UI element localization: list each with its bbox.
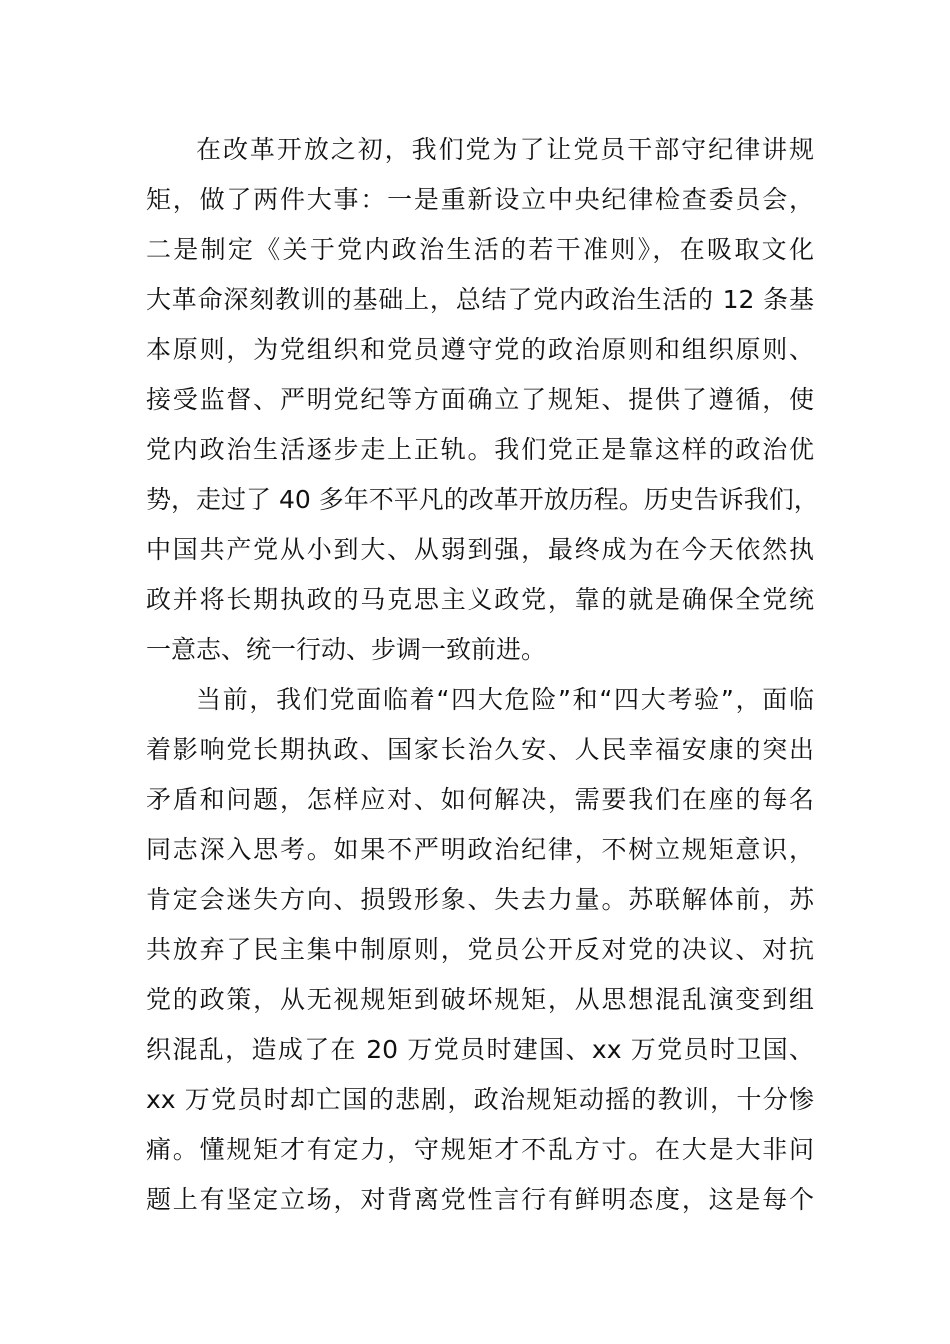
paragraph-line: 织混乱，造成了在 20 万党员时建国、xx 万党员时卫国、 <box>146 1035 814 1064</box>
paragraph-line: xx 万党员时却亡国的悲剧，政治规矩动摇的教训，十分惨 <box>146 1085 814 1114</box>
paragraph-line: 题上有坚定立场，对背离党性言行有鲜明态度，这是每个 <box>146 1185 814 1214</box>
paragraph-line: 在改革开放之初，我们党为了让党员干部守纪律讲规 <box>196 135 814 164</box>
document-body <box>146 128 819 1228</box>
paragraph-line: 党内政治生活逐步走上正轨。我们党正是靠这样的政治优 <box>146 435 814 464</box>
paragraph-current-challenges <box>146 678 814 1228</box>
paragraph-line: 矛盾和问题，怎样应对、如何解决，需要我们在座的每名 <box>146 785 814 814</box>
paragraph-line: 接受监督、严明党纪等方面确立了规矩、提供了遵循，使 <box>146 385 814 414</box>
paragraph-line: 本原则，为党组织和党员遵守党的政治原则和组织原则、 <box>146 335 814 364</box>
paragraph-line: 当前，我们党面临着“四大危险”和“四大考验”，面临 <box>196 685 814 714</box>
paragraph-line: 着影响党长期执政、国家长治久安、人民幸福安康的突出 <box>146 735 814 764</box>
paragraph-line: 矩，做了两件大事：一是重新设立中央纪律检查委员会， <box>146 185 814 214</box>
paragraph-line: 同志深入思考。如果不严明政治纪律，不树立规矩意识， <box>146 835 814 864</box>
paragraph-line: 政并将长期执政的马克思主义政党，靠的就是确保全党统 <box>146 585 814 614</box>
paragraph-line: 大革命深刻教训的基础上，总结了党内政治生活的 12 条基 <box>146 285 814 314</box>
paragraph-line: 肯定会迷失方向、损毁形象、失去力量。苏联解体前，苏 <box>146 885 814 914</box>
paragraph-line: 痛。懂规矩才有定力，守规矩才不乱方寸。在大是大非问 <box>146 1135 814 1164</box>
paragraph-line: 共放弃了民主集中制原则，党员公开反对党的决议、对抗 <box>146 935 814 964</box>
paragraph-line: 势，走过了 40 多年不平凡的改革开放历程。历史告诉我们， <box>146 485 819 514</box>
paragraph-line: 二是制定《关于党内政治生活的若干准则》，在吸取文化 <box>146 235 814 264</box>
paragraph-reform-opening <box>146 128 819 678</box>
paragraph-line: 中国共产党从小到大、从弱到强，最终成为在今天依然执 <box>146 535 814 564</box>
paragraph-line: 党的政策，从无视规矩到破坏规矩，从思想混乱演变到组 <box>146 985 814 1014</box>
paragraph-line: 一意志、统一行动、步调一致前进。 <box>146 635 547 664</box>
